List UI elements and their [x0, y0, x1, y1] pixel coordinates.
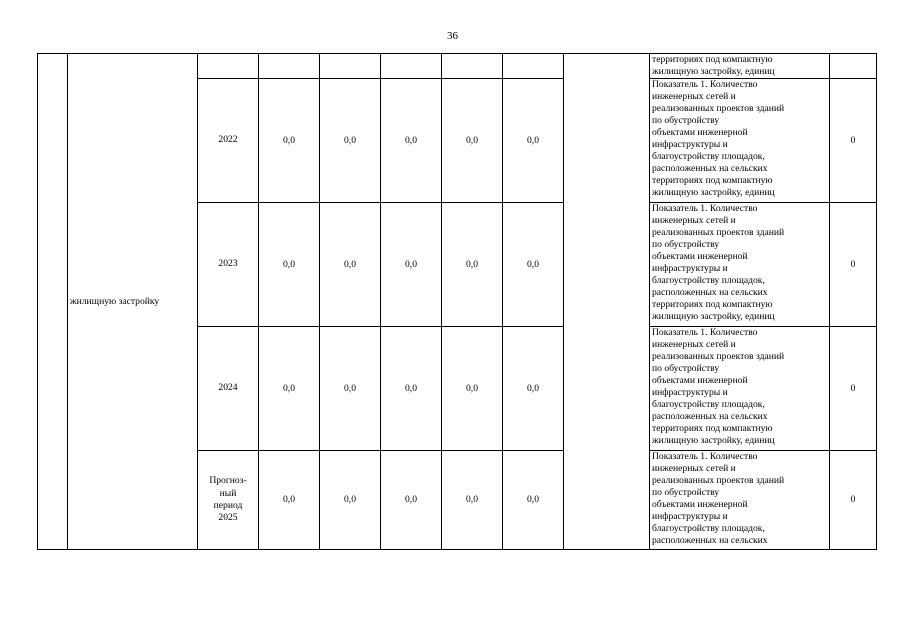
indicator-cell: Показатель 1. Количество инженерных сетей и реализованных проектов зданий по обустройству объектами инженерной инфраструктуры и благоустройству площадок, расположенных на сельских [650, 451, 830, 550]
value-cell: 0,0 [320, 451, 381, 550]
value-cell: 0,0 [503, 451, 564, 550]
value-cell [320, 54, 381, 79]
value-cell: 0,0 [320, 79, 381, 203]
value-cell [503, 54, 564, 79]
target-value-cell: 0 [830, 203, 877, 327]
value-cell [381, 54, 442, 79]
value-cell: 0,0 [503, 203, 564, 327]
target-value-cell: 0 [830, 451, 877, 550]
year-cell: Прогноз- ный период 2025 [198, 451, 259, 550]
value-cell: 0,0 [442, 79, 503, 203]
value-cell: 0,0 [442, 451, 503, 550]
target-value-cell: 0 [830, 327, 877, 451]
page-number: 36 [447, 30, 458, 42]
row-number-cell [38, 54, 68, 550]
value-cell: 0,0 [503, 327, 564, 451]
value-cell: 0,0 [259, 203, 320, 327]
executor-cell [564, 54, 650, 550]
value-cell: 0,0 [259, 451, 320, 550]
value-cell: 0,0 [320, 203, 381, 327]
value-cell: 0,0 [320, 327, 381, 451]
value-cell: 0,0 [259, 327, 320, 451]
indicator-cell: территориях под компактную жилищную застройку, единиц [650, 54, 830, 79]
year-cell [198, 54, 259, 79]
indicator-cell: Показатель 1. Количество инженерных сетей и реализованных проектов зданий по обустройству объектами инженерной инфраструктуры и благоустройству площадок, расположенных на сельских территориях под компактную жилищную застройку, единиц [650, 203, 830, 327]
target-value-cell: 0 [830, 79, 877, 203]
indicator-cell: Показатель 1. Количество инженерных сетей и реализованных проектов зданий по обустройству объектами инженерной инфраструктуры и благоустройству площадок, расположенных на сельских территориях под компактную жилищную застройку, единиц [650, 327, 830, 451]
year-cell: 2024 [198, 327, 259, 451]
indicator-cell: Показатель 1. Количество инженерных сетей и реализованных проектов зданий по обустройству объектами инженерной инфраструктуры и благоустройству площадок, расположенных на сельских территориях под компактную жилищную застройку, единиц [650, 79, 830, 203]
program-financing-table [37, 53, 877, 550]
table-row [38, 54, 877, 79]
value-cell: 0,0 [503, 79, 564, 203]
year-cell: 2022 [198, 79, 259, 203]
value-cell [442, 54, 503, 79]
value-cell: 0,0 [381, 79, 442, 203]
year-cell: 2023 [198, 203, 259, 327]
value-cell: 0,0 [442, 203, 503, 327]
value-cell [259, 54, 320, 79]
target-value-cell [830, 54, 877, 79]
value-cell: 0,0 [381, 451, 442, 550]
value-cell: 0,0 [259, 79, 320, 203]
value-cell: 0,0 [442, 327, 503, 451]
event-name-cell: жилищную застройку [68, 54, 198, 550]
value-cell: 0,0 [381, 327, 442, 451]
value-cell: 0,0 [381, 203, 442, 327]
